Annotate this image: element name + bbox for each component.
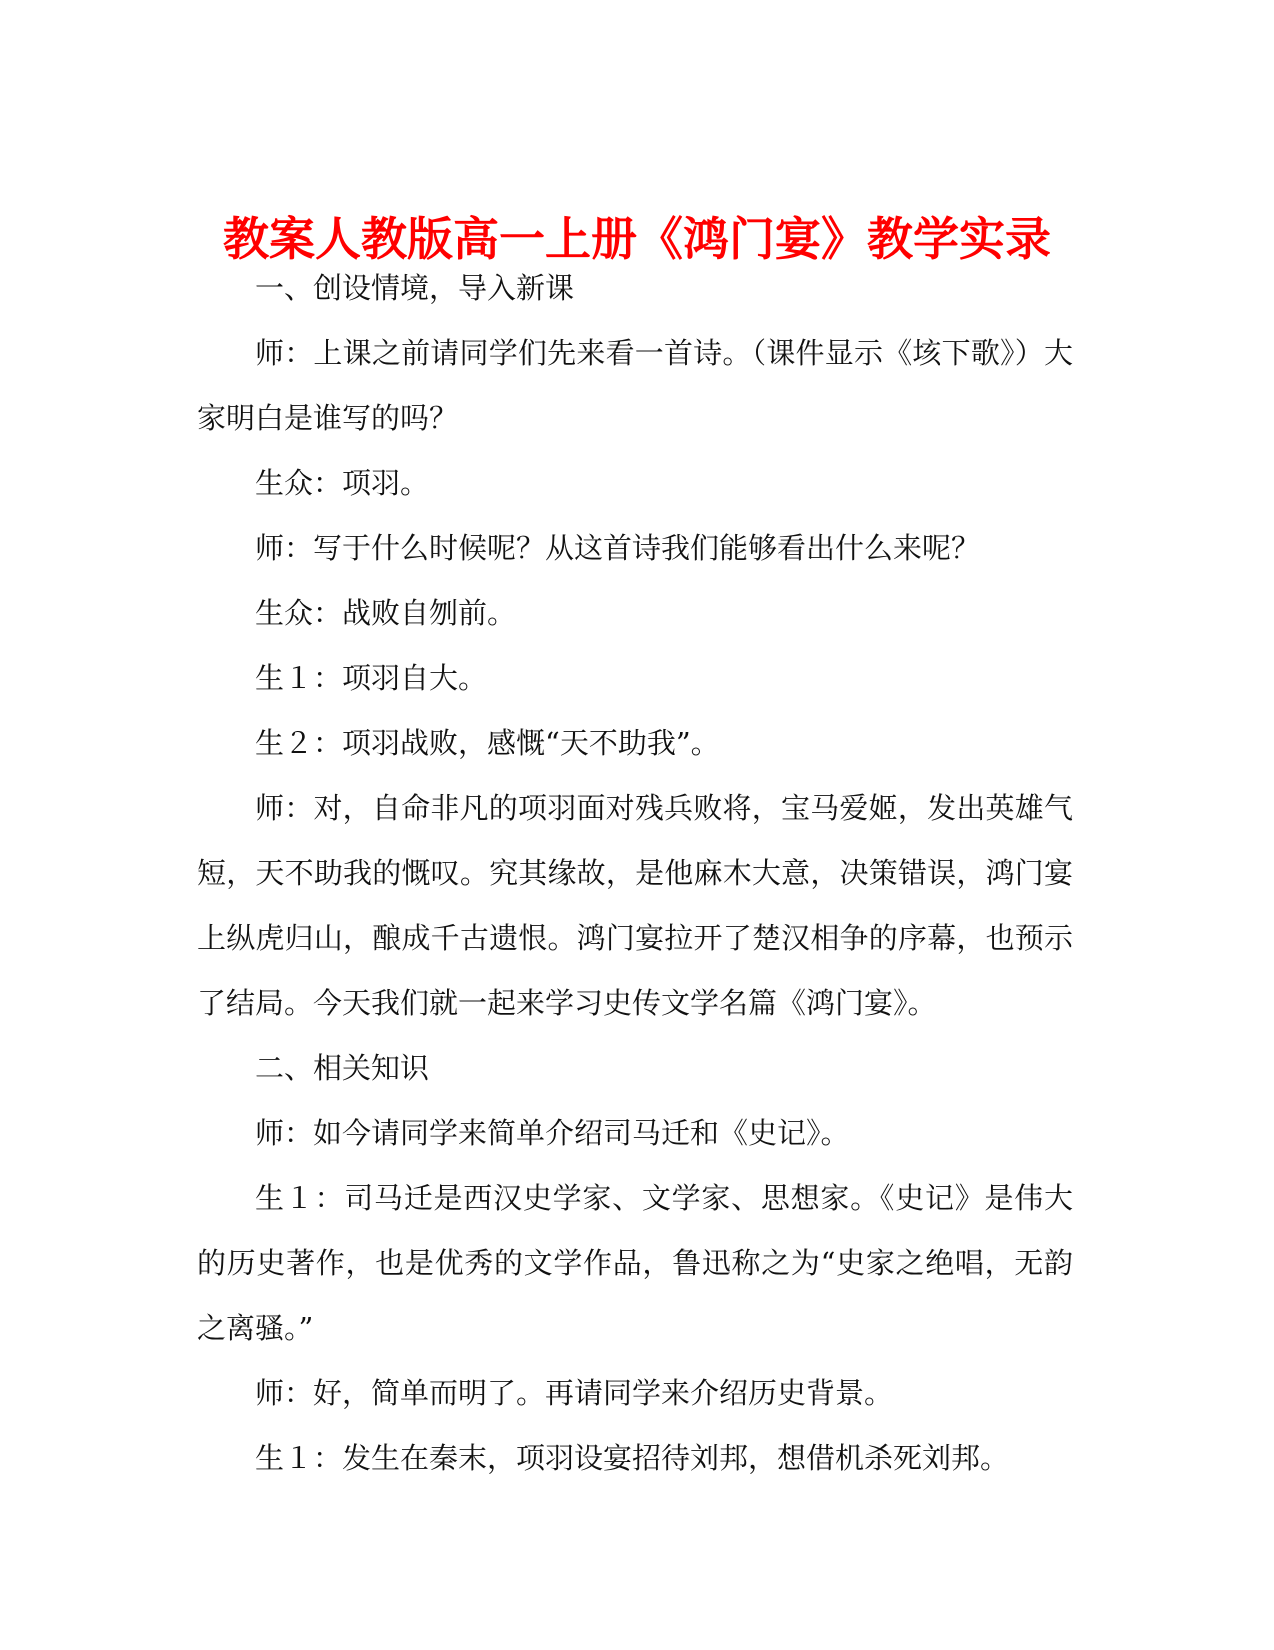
document-body [197, 256, 1073, 1491]
paragraph-teacher-background: 师：好，简单而明了。再请同学来介绍历史背景。 [255, 1376, 894, 1410]
paragraph-student-sima-qian: 生１：司马迁是西汉史学家、文学家、思想家。《史记》是伟大的历史著作，也是优秀的文学作品，鲁迅称之为“史家之绝唱，无韵之离骚。” [197, 1181, 1073, 1345]
paragraph-teacher-intro: 师：上课之前请同学们先来看一首诗。（课件显示《垓下歌》）大家明白是谁写的吗？ [197, 336, 1073, 435]
paragraph-students-answer: 生众：项羽。 [255, 466, 430, 500]
paragraph-teacher-summary: 师：对，自命非凡的项羽面对残兵败将，宝马爱姬，发出英雄气短，天不助我的慨叹。究其缘故，是他麻木大意，决策错误，鸿门宴上纵虎归山，酿成千古遗恨。鸿门宴拉开了楚汉相争的序幕，也预示了结局。今天我们就一起来学习史传文学名篇《鸿门宴》。 [197, 791, 1073, 1020]
paragraph-student-background: 生１：发生在秦末，项羽设宴招待刘邦，想借机杀死刘邦。 [255, 1441, 1010, 1475]
document-title: 教案人教版高一上册《鸿门宴》教学实录 [223, 211, 1051, 266]
paragraph-students-answer-2: 生众：战败自刎前。 [255, 596, 517, 630]
paragraph-teacher-request: 师：如今请同学来简单介绍司马迁和《史记》。 [255, 1116, 850, 1150]
paragraph-section-1-heading: 一、创设情境，导入新课 [255, 271, 575, 305]
paragraph-section-2-heading: 二、相关知识 [255, 1051, 430, 1085]
paragraph-teacher-question: 师：写于什么时候呢？从这首诗我们能够看出什么来呢？ [255, 531, 981, 565]
paragraph-student-1: 生１：项羽自大。 [255, 661, 488, 695]
paragraph-student-2: 生２：项羽战败，感慨“天不助我”。 [255, 726, 720, 760]
